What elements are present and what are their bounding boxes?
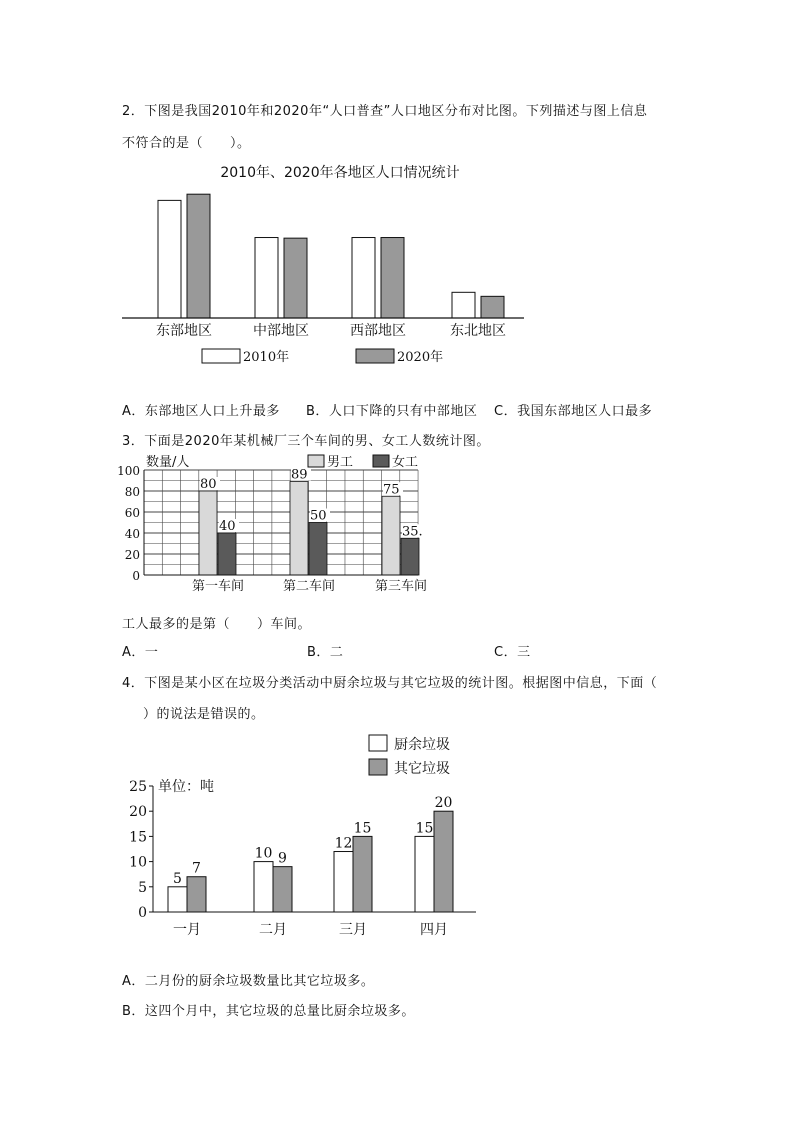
chart2-data-label: 50 bbox=[310, 508, 327, 524]
chart3-data-label: 15 bbox=[353, 820, 372, 837]
chart3-ylabel: 单位：吨 bbox=[158, 779, 214, 795]
chart3-data-label: 12 bbox=[334, 835, 353, 852]
chart3-category-label: 四月 bbox=[420, 922, 448, 938]
chart3-bar-food-4 bbox=[415, 836, 434, 912]
chart1-category-label: 西部地区 bbox=[350, 323, 406, 339]
chart2-data-label: 80 bbox=[200, 477, 217, 492]
chart3-bar-food-3 bbox=[334, 852, 353, 912]
chart3-category-label: 二月 bbox=[259, 922, 287, 938]
q2-stem-line2: 不符合的是（ ）。 bbox=[122, 136, 251, 151]
chart3-ytick-label: 25 bbox=[129, 779, 147, 795]
chart3-ytick-label: 0 bbox=[138, 905, 147, 921]
chart2-legend-label-female: 女工 bbox=[392, 455, 419, 470]
chart2-ytick-label: 60 bbox=[124, 506, 140, 520]
q4-option-a[interactable]: A．二月份的厨余垃圾数量比其它垃圾多。 bbox=[122, 974, 375, 989]
q4-stem-line2: ）的说法是错误的。 bbox=[143, 707, 265, 722]
chart2-data-label: 89 bbox=[291, 467, 308, 483]
chart3-ytick-label: 10 bbox=[129, 854, 147, 871]
chart3-data-label: 7 bbox=[192, 860, 201, 877]
chart3-legend-swatch-other bbox=[369, 759, 387, 775]
q3-stem-line1: 3．下面是2020年某机械厂三个车间的男、女工人数统计图。 bbox=[122, 434, 490, 449]
chart1-category-label: 东北地区 bbox=[450, 323, 506, 339]
chart3-legend-label-food: 厨余垃圾 bbox=[394, 737, 450, 753]
chart3-bar-other-4 bbox=[434, 811, 453, 912]
chart2-ytick-label: 100 bbox=[117, 464, 140, 478]
chart2-ytick-label: 20 bbox=[124, 548, 140, 562]
chart2-ytick-label: 40 bbox=[124, 527, 140, 541]
chart1-title: 2010年、2020年各地区人口情况统计 bbox=[220, 165, 460, 181]
chart3-data-label: 10 bbox=[254, 845, 273, 862]
chart3-legend-label-other: 其它垃圾 bbox=[394, 761, 450, 777]
chart2-data-label: 75 bbox=[383, 482, 400, 498]
chart2-category-label: 第三车间 bbox=[374, 579, 428, 594]
chart3-ytick-label: 5 bbox=[138, 879, 147, 896]
q2-stem-line1: 2．下图是我国2010年和2020年“人口普查”人口地区分布对比图。下列描述与图上信息 bbox=[122, 104, 648, 119]
chart2-ytick-label: 0 bbox=[132, 569, 140, 583]
chart2-category-label: 第一车间 bbox=[191, 579, 245, 594]
chart3-bar-other-2 bbox=[273, 867, 292, 912]
chart3-category-label: 一月 bbox=[173, 922, 201, 938]
chart1-legend-label-2020: 2020年 bbox=[397, 350, 444, 365]
chart3-bar-other-3 bbox=[353, 836, 372, 912]
q3-option-b[interactable]: B．二 bbox=[307, 645, 344, 660]
chart3-bar-food-2 bbox=[254, 862, 273, 912]
q2-option-a[interactable]: A．东部地区人口上升最多 bbox=[122, 404, 280, 419]
chart3-data-label: 9 bbox=[278, 850, 287, 867]
chart2-ytick-label: 80 bbox=[124, 485, 140, 499]
chart3-ytick-label: 15 bbox=[129, 829, 147, 846]
chart2-data-label: 35. bbox=[402, 524, 423, 540]
q3-option-a[interactable]: A．一 bbox=[122, 645, 159, 660]
q2-option-b[interactable]: B．人口下降的只有中部地区 bbox=[306, 404, 478, 419]
chart1-legend-label-2010: 2010年 bbox=[243, 350, 290, 365]
chart1-category-label: 中部地区 bbox=[253, 323, 309, 339]
q3-stem-line2: 工人最多的是第（ ）车间。 bbox=[122, 617, 312, 632]
chart1-category-label: 东部地区 bbox=[156, 323, 212, 339]
chart3-bar-other-1 bbox=[187, 877, 206, 912]
chart2-data-label: 40 bbox=[219, 519, 236, 534]
chart2-ylabel: 数量/人 bbox=[146, 455, 190, 470]
chart3-data-label: 5 bbox=[173, 870, 182, 887]
q2-option-c[interactable]: C．我国东部地区人口最多 bbox=[494, 404, 653, 419]
chart3-data-label: 20 bbox=[434, 795, 453, 812]
chart2-legend-label-male: 男工 bbox=[327, 455, 354, 470]
chart3-legend-swatch-food bbox=[369, 735, 387, 751]
q4-stem-line1: 4．下图是某小区在垃圾分类活动中厨余垃圾与其它垃圾的统计图。根据图中信息，下面（ bbox=[122, 676, 658, 691]
chart3-ytick-label: 20 bbox=[129, 804, 147, 821]
chart3-data-label: 15 bbox=[415, 820, 434, 837]
q4-option-b[interactable]: B．这四个月中，其它垃圾的总量比厨余垃圾多。 bbox=[122, 1004, 415, 1019]
q3-option-c[interactable]: C．三 bbox=[494, 645, 531, 660]
chart2-category-label: 第二车间 bbox=[282, 579, 336, 594]
chart3-bar-food-1 bbox=[168, 887, 187, 912]
chart3-category-label: 三月 bbox=[339, 922, 367, 938]
